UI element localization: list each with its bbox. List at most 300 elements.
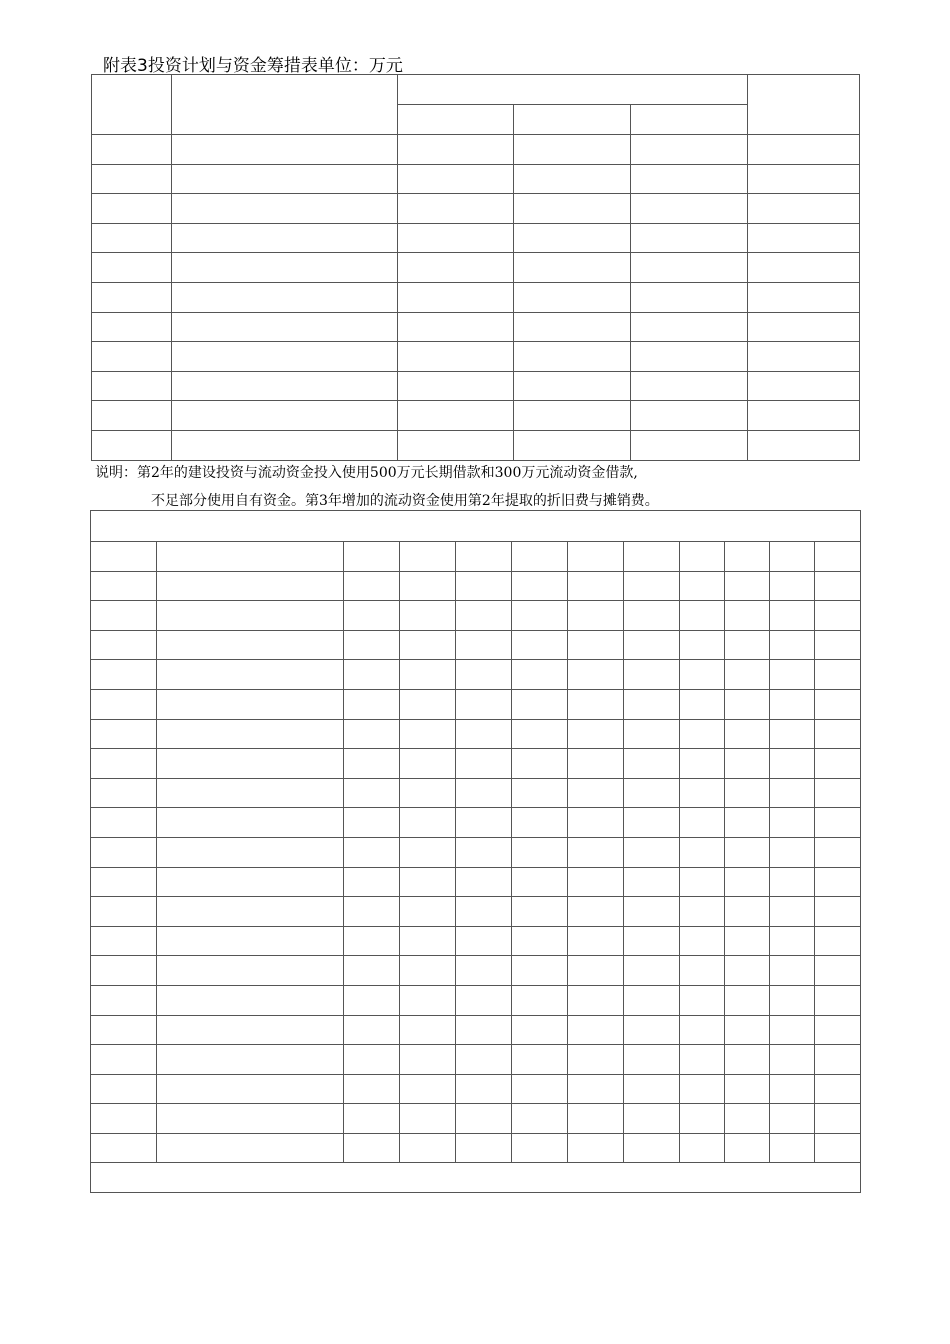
table-cell (725, 897, 770, 927)
table-cell (456, 1133, 512, 1163)
table-cell (157, 778, 344, 808)
table-cell (400, 897, 456, 927)
table-cell (770, 749, 815, 779)
table-cell (815, 1045, 861, 1075)
table-cell (91, 1133, 157, 1163)
table-cell (680, 660, 725, 690)
table-cell (725, 749, 770, 779)
table-cell (91, 749, 157, 779)
table-cell (400, 630, 456, 660)
table-cell (157, 719, 344, 749)
table-cell (568, 808, 624, 838)
table-row (92, 194, 860, 224)
table-row (91, 630, 861, 660)
table-cell (514, 223, 631, 253)
header-cell (172, 75, 398, 135)
table-cell (344, 926, 400, 956)
table-cell (631, 401, 748, 431)
table-cell (568, 660, 624, 690)
table-cell (725, 542, 770, 572)
table-header-row (92, 75, 860, 105)
table-cell (568, 1104, 624, 1134)
table-cell (344, 985, 400, 1015)
table-cell (91, 1015, 157, 1045)
table-cell (456, 778, 512, 808)
table-cell (512, 867, 568, 897)
table-cell (624, 630, 680, 660)
table-cell (815, 985, 861, 1015)
table-cell (680, 1104, 725, 1134)
table-cell (400, 571, 456, 601)
table-cell (92, 430, 172, 460)
table-cell (770, 1104, 815, 1134)
table-cell (514, 312, 631, 342)
table-cell (624, 1104, 680, 1134)
table-cell (92, 164, 172, 194)
table-cell (400, 1133, 456, 1163)
table-cell (344, 1133, 400, 1163)
table-row (91, 719, 861, 749)
table-cell (172, 401, 398, 431)
table-cell (680, 897, 725, 927)
table-cell (512, 808, 568, 838)
table-cell (91, 630, 157, 660)
table-cell (512, 719, 568, 749)
table-cell (624, 837, 680, 867)
table-cell (568, 837, 624, 867)
table-cell (456, 601, 512, 631)
table-cell (157, 542, 344, 572)
table-cell (725, 985, 770, 1015)
table-cell (344, 630, 400, 660)
table-cell (344, 571, 400, 601)
table-cell (512, 1133, 568, 1163)
table-row (92, 253, 860, 283)
table-cell (680, 926, 725, 956)
table-cell (456, 897, 512, 927)
table-cell (815, 601, 861, 631)
table-cell (815, 719, 861, 749)
table-cell (400, 926, 456, 956)
table-cell (725, 1074, 770, 1104)
table-cell (725, 1104, 770, 1134)
table-cell (344, 749, 400, 779)
table-cell (725, 719, 770, 749)
table-cell (344, 1015, 400, 1045)
table-cell (680, 867, 725, 897)
table-cell (91, 808, 157, 838)
table-cell (680, 837, 725, 867)
table-cell (680, 571, 725, 601)
table-cell (91, 956, 157, 986)
table-cell (398, 371, 514, 401)
table-cell (568, 571, 624, 601)
table-cell (631, 371, 748, 401)
table-cell (512, 837, 568, 867)
table-row (92, 401, 860, 431)
table-cell (456, 630, 512, 660)
table-row (91, 1104, 861, 1134)
table-cell (157, 867, 344, 897)
table-cell (400, 542, 456, 572)
table-cell (624, 926, 680, 956)
table-cell (815, 1133, 861, 1163)
note-line-2: 不足部分使用自有资金。第3年增加的流动资金使用第2年提取的折旧费与摊销费。 (151, 493, 659, 509)
table-cell (344, 542, 400, 572)
table-cell (631, 164, 748, 194)
table-cell (400, 1015, 456, 1045)
table-cell (568, 601, 624, 631)
table-cell (725, 808, 770, 838)
table-cell (512, 749, 568, 779)
table-row (91, 897, 861, 927)
table-cell (568, 1133, 624, 1163)
table-cell (568, 926, 624, 956)
table-cell (631, 194, 748, 224)
table-row (91, 1074, 861, 1104)
table-cell (157, 808, 344, 838)
table-cell (624, 571, 680, 601)
table-cell (456, 542, 512, 572)
table-cell (456, 837, 512, 867)
table-footer-row (91, 1163, 861, 1193)
table-cell (748, 312, 860, 342)
table-cell (456, 571, 512, 601)
table-cell (400, 1045, 456, 1075)
table-cell (92, 312, 172, 342)
table-cell (568, 542, 624, 572)
table-cell (157, 1133, 344, 1163)
table-cell (815, 542, 861, 572)
table-cell (624, 778, 680, 808)
table-cell (725, 867, 770, 897)
table-cell (344, 689, 400, 719)
table-cell (770, 630, 815, 660)
table-cell (770, 1074, 815, 1104)
table-cell (91, 867, 157, 897)
table-cell (91, 985, 157, 1015)
table-cell (172, 430, 398, 460)
table-cell (512, 926, 568, 956)
table-cell (624, 542, 680, 572)
table-cell (568, 719, 624, 749)
table-cell (157, 1074, 344, 1104)
table-cell (456, 1074, 512, 1104)
table-cell (157, 956, 344, 986)
table-cell (400, 956, 456, 986)
table-row (91, 689, 861, 719)
table-cell (344, 956, 400, 986)
table-row (92, 164, 860, 194)
table-cell (624, 897, 680, 927)
table-cell (725, 571, 770, 601)
table-cell (91, 1104, 157, 1134)
table-cell (512, 630, 568, 660)
table-cell (512, 985, 568, 1015)
table-cell (624, 689, 680, 719)
table-cell (344, 808, 400, 838)
table-cell (172, 164, 398, 194)
second-table (90, 510, 861, 1193)
table-cell (400, 601, 456, 631)
table-cell (456, 956, 512, 986)
table-row (92, 312, 860, 342)
table-row (91, 837, 861, 867)
table-cell (456, 926, 512, 956)
table-cell (92, 135, 172, 165)
table-cell (91, 719, 157, 749)
table-cell (157, 897, 344, 927)
header-cell (748, 75, 860, 135)
table-row (91, 601, 861, 631)
table-row (92, 430, 860, 460)
table-cell (680, 630, 725, 660)
table-cell (157, 571, 344, 601)
table-cell (568, 1074, 624, 1104)
table-cell (400, 985, 456, 1015)
table-cell (91, 778, 157, 808)
table-cell (568, 689, 624, 719)
table-cell (568, 985, 624, 1015)
table-cell (344, 778, 400, 808)
table-cell (172, 223, 398, 253)
table-cell (91, 571, 157, 601)
table-footer-cell (91, 1163, 861, 1193)
table-cell (680, 956, 725, 986)
table-cell (624, 985, 680, 1015)
table-cell (512, 571, 568, 601)
table-cell (770, 542, 815, 572)
table-cell (398, 401, 514, 431)
table-cell (512, 956, 568, 986)
table-cell (770, 1133, 815, 1163)
table-cell (624, 749, 680, 779)
table-cell (456, 719, 512, 749)
table-cell (512, 660, 568, 690)
table-cell (725, 778, 770, 808)
table-cell (92, 253, 172, 283)
table-cell (456, 1104, 512, 1134)
table-cell (172, 135, 398, 165)
table-cell (680, 778, 725, 808)
investment-plan-table (91, 74, 860, 461)
table-cell (815, 749, 861, 779)
table-cell (344, 1045, 400, 1075)
table-cell (398, 223, 514, 253)
table-cell (725, 1015, 770, 1045)
table-cell (514, 282, 631, 312)
table-cell (770, 660, 815, 690)
table-cell (770, 926, 815, 956)
table-cell (770, 867, 815, 897)
table-cell (398, 312, 514, 342)
table-cell (624, 1133, 680, 1163)
table-cell (624, 808, 680, 838)
table-cell (512, 1074, 568, 1104)
table-row (92, 135, 860, 165)
table-cell (680, 719, 725, 749)
table-cell (344, 837, 400, 867)
table-row (91, 1133, 861, 1163)
table-cell (400, 1104, 456, 1134)
table-cell (92, 194, 172, 224)
table-cell (91, 837, 157, 867)
table-cell (770, 689, 815, 719)
table-cell (624, 1015, 680, 1045)
table-cell (680, 749, 725, 779)
table-cell (157, 1045, 344, 1075)
table-cell (725, 837, 770, 867)
table-cell (398, 282, 514, 312)
table-cell (680, 689, 725, 719)
table-cell (400, 689, 456, 719)
table-cell (344, 897, 400, 927)
table-cell (344, 719, 400, 749)
table-cell (624, 660, 680, 690)
table-cell (512, 1104, 568, 1134)
table-cell (815, 1104, 861, 1134)
table-cell (748, 282, 860, 312)
table-cell (92, 401, 172, 431)
table-cell (398, 253, 514, 283)
table-cell (157, 1015, 344, 1045)
table-cell (400, 808, 456, 838)
table-cell (748, 430, 860, 460)
table-cell (631, 312, 748, 342)
table-cell (344, 867, 400, 897)
table-cell (91, 1074, 157, 1104)
table-cell (748, 401, 860, 431)
table-row (91, 985, 861, 1015)
table-cell (748, 223, 860, 253)
table-cell (624, 719, 680, 749)
table-cell (514, 401, 631, 431)
table-cell (514, 342, 631, 372)
table-title-row (91, 511, 861, 542)
table-cell (815, 956, 861, 986)
table-row (92, 223, 860, 253)
note-line-1: 说明：第2年的建设投资与流动资金投入使用500万元长期借款和300万元流动资金借款, (95, 465, 638, 481)
table-cell (344, 1074, 400, 1104)
table-cell (815, 1015, 861, 1045)
table-cell (680, 542, 725, 572)
table-cell (456, 1045, 512, 1075)
table-cell (514, 194, 631, 224)
table-cell (91, 660, 157, 690)
table-cell (514, 135, 631, 165)
table-cell (400, 1074, 456, 1104)
table-cell (631, 223, 748, 253)
table-cell (770, 808, 815, 838)
table-cell (568, 1045, 624, 1075)
table-cell (624, 867, 680, 897)
table-cell (624, 1074, 680, 1104)
table-cell (815, 926, 861, 956)
table-cell (91, 601, 157, 631)
header-cell (398, 105, 514, 135)
table-cell (725, 660, 770, 690)
table-cell (748, 164, 860, 194)
table-cell (92, 282, 172, 312)
table-cell (456, 660, 512, 690)
table-cell (725, 689, 770, 719)
table-cell (725, 601, 770, 631)
table-cell (631, 135, 748, 165)
table-cell (400, 778, 456, 808)
table-cell (512, 1045, 568, 1075)
table-cell (157, 985, 344, 1015)
table-cell (680, 1133, 725, 1163)
table-cell (398, 135, 514, 165)
table-cell (157, 926, 344, 956)
table-cell (456, 1015, 512, 1045)
table-cell (770, 837, 815, 867)
table-cell (514, 164, 631, 194)
header-cell (631, 105, 748, 135)
table-cell (91, 542, 157, 572)
table-cell (512, 778, 568, 808)
table-row (91, 749, 861, 779)
table-cell (157, 837, 344, 867)
table-cell (456, 808, 512, 838)
table-cell (680, 808, 725, 838)
table-cell (770, 985, 815, 1015)
table-cell (344, 1104, 400, 1134)
table-cell (568, 749, 624, 779)
table-cell (815, 630, 861, 660)
table-cell (680, 601, 725, 631)
table-cell (172, 194, 398, 224)
table-cell (568, 630, 624, 660)
table-cell (512, 542, 568, 572)
table-cell (815, 897, 861, 927)
table-cell (400, 719, 456, 749)
table-cell (748, 135, 860, 165)
table-cell (514, 253, 631, 283)
table-row (92, 282, 860, 312)
table-cell (568, 956, 624, 986)
table-cell (157, 630, 344, 660)
table-cell (157, 749, 344, 779)
table-cell (770, 719, 815, 749)
table-cell (398, 194, 514, 224)
table-cell (725, 926, 770, 956)
table-cell (172, 371, 398, 401)
table-cell (512, 897, 568, 927)
table-cell (631, 253, 748, 283)
table-row (92, 371, 860, 401)
table-cell (815, 837, 861, 867)
table-row (91, 778, 861, 808)
table-title-cell (91, 511, 861, 542)
header-cell (514, 105, 631, 135)
table-cell (748, 253, 860, 283)
table-cell (568, 867, 624, 897)
table-cell (456, 689, 512, 719)
table-cell (815, 778, 861, 808)
table-cell (770, 601, 815, 631)
table-cell (157, 1104, 344, 1134)
table-cell (770, 778, 815, 808)
table-cell (398, 430, 514, 460)
table-cell (172, 253, 398, 283)
table-cell (748, 194, 860, 224)
table-cell (815, 867, 861, 897)
table-cell (624, 956, 680, 986)
table-cell (172, 282, 398, 312)
table-cell (92, 342, 172, 372)
table-cell (157, 660, 344, 690)
